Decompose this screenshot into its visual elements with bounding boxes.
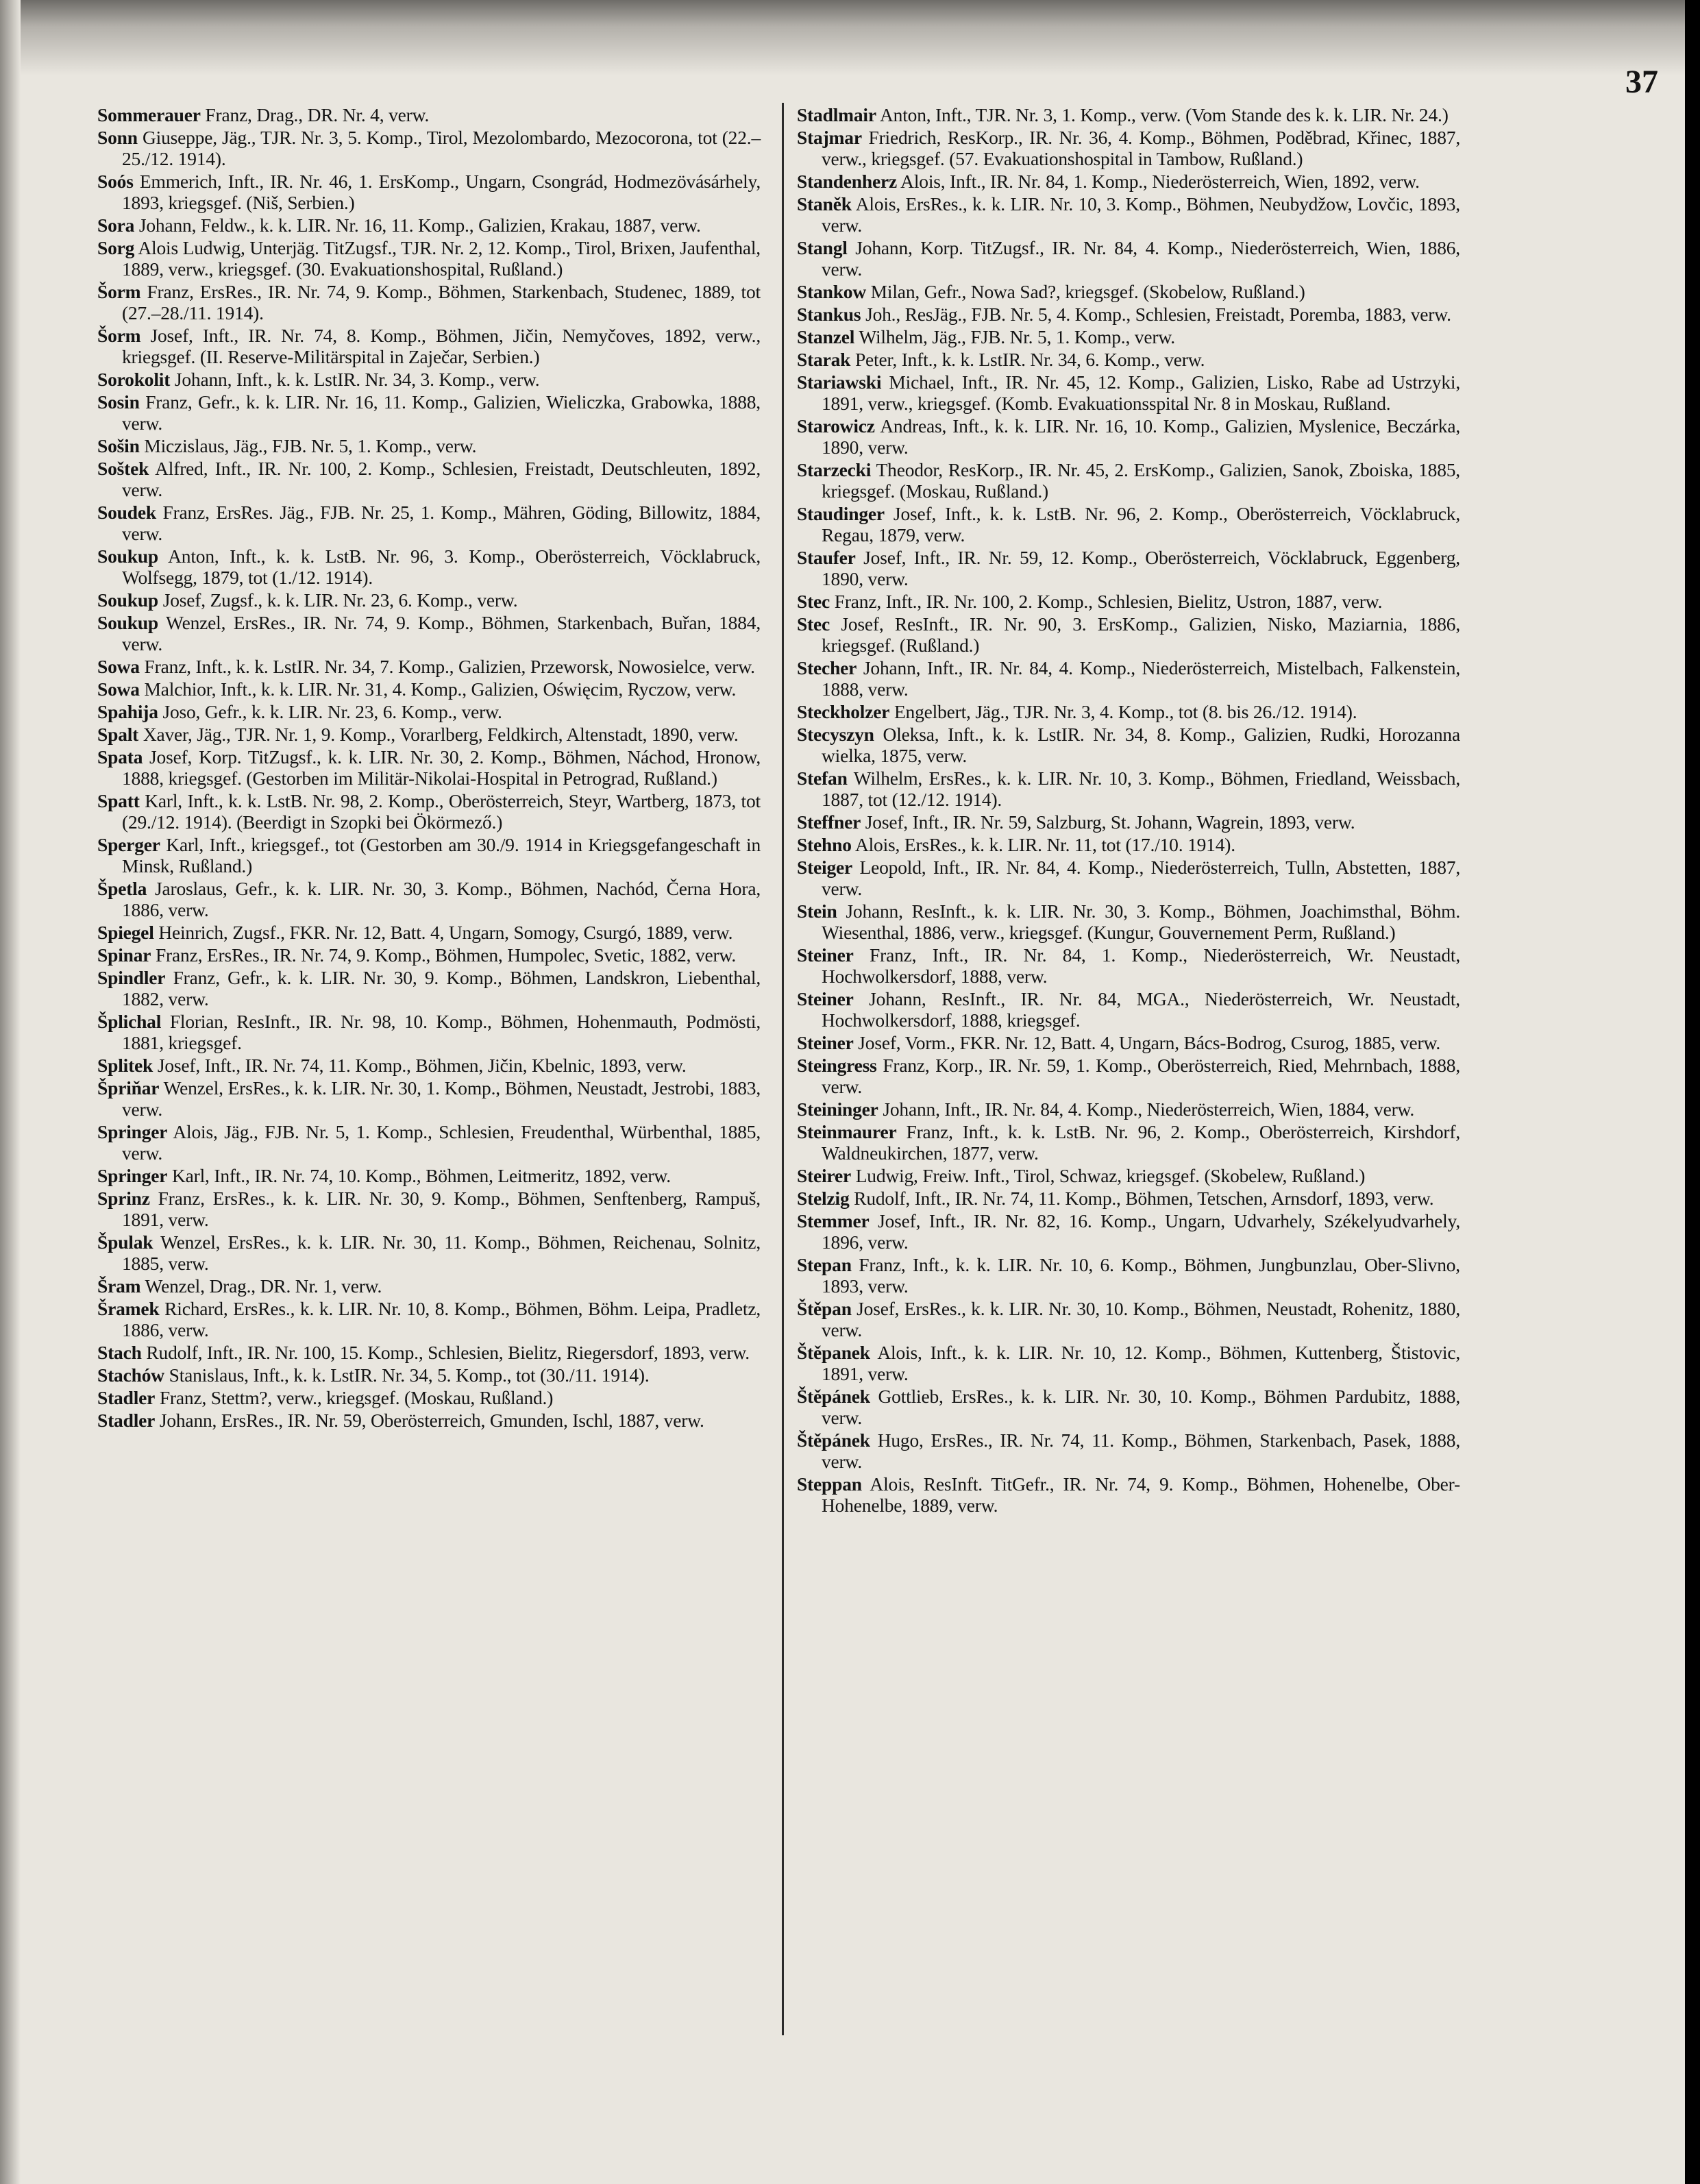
entry-details: Alois, ErsRes., k. k. LIR. Nr. 10, 3. Komp., Böhmen, Neubydžow, Lovčic, 1893, verw. bbox=[822, 193, 1460, 236]
entry-details: Wenzel, ErsRes., IR. Nr. 74, 9. Komp., Böhmen, Starkenbach, Buřan, 1884, verw. bbox=[122, 612, 761, 654]
entry-surname: Soukup bbox=[97, 589, 159, 611]
register-entry bbox=[797, 1210, 1460, 1253]
register-entry bbox=[97, 435, 761, 456]
register-entry bbox=[97, 834, 761, 876]
register-entry bbox=[797, 613, 1460, 656]
entry-details: Johann, Feldw., k. k. LIR. Nr. 16, 11. Komp., Galizien, Krakau, 1887, verw. bbox=[134, 214, 701, 236]
register-entry bbox=[97, 612, 761, 654]
entry-details: Johann, ErsRes., IR. Nr. 59, Oberösterreich, Gmunden, Ischl, 1887, verw. bbox=[155, 1410, 704, 1431]
entry-details: Anton, Inft., TJR. Nr. 3, 1. Komp., verw. (Vom Stande des k. k. LIR. Nr. 24.) bbox=[876, 104, 1449, 125]
register-entry bbox=[97, 237, 761, 280]
entry-details: Josef, Inft., IR. Nr. 82, 16. Komp., Ungarn, Udvarhely, Székelyudvarhely, 1896, verw. bbox=[822, 1210, 1460, 1253]
entry-surname: Staudinger bbox=[797, 503, 885, 524]
entry-details: Leopold, Inft., IR. Nr. 84, 4. Komp., Niederösterreich, Tulln, Abstetten, 1887, verw. bbox=[822, 857, 1460, 899]
entry-surname: Stach bbox=[97, 1342, 142, 1363]
register-entry bbox=[797, 349, 1460, 370]
entry-surname: Sprinz bbox=[97, 1188, 150, 1209]
register-entry bbox=[97, 1188, 761, 1230]
entry-details: Johann, Inft., IR. Nr. 84, 4. Komp., Niederösterreich, Wien, 1884, verw. bbox=[878, 1099, 1415, 1120]
register-entry bbox=[797, 1165, 1460, 1186]
entry-surname: Šplichal bbox=[97, 1011, 162, 1032]
entry-details: Wilhelm, ErsRes., k. k. LIR. Nr. 10, 3. Komp., Böhmen, Friedland, Weissbach, 1887, tot (12./12. 1914). bbox=[822, 768, 1460, 810]
register-entry bbox=[97, 171, 761, 213]
entry-surname: Springer bbox=[97, 1121, 168, 1142]
entry-details: Josef, Inft., k. k. LstB. Nr. 96, 2. Komp., Oberösterreich, Vöcklabruck, Regau, 1879, verw. bbox=[822, 503, 1460, 545]
register-entry bbox=[97, 746, 761, 789]
entry-details: Heinrich, Zugsf., FKR. Nr. 12, Batt. 4, Ungarn, Somogy, Csurgó, 1889, verw. bbox=[153, 922, 733, 943]
register-entry bbox=[97, 967, 761, 1009]
entry-details: Miczislaus, Jäg., FJB. Nr. 5, 1. Komp., verw. bbox=[139, 435, 477, 456]
entry-surname: Steinmaurer bbox=[797, 1121, 897, 1142]
entry-surname: Steiner bbox=[797, 988, 854, 1009]
entry-details: Franz, Drag., DR. Nr. 4, verw. bbox=[200, 104, 430, 125]
entry-details: Johann, ResInft., k. k. LIR. Nr. 30, 3. Komp., Böhmen, Joachimsthal, Böhm. Wiesenthal, 1886, verw., kriegsgef. (Kungur, Gouvernement Perm, Rußland.) bbox=[822, 900, 1460, 943]
entry-surname: Špriňar bbox=[97, 1077, 160, 1099]
register-entry bbox=[797, 326, 1460, 347]
entry-details: Oleksa, Inft., k. k. LstIR. Nr. 34, 8. Komp., Galizien, Rudki, Horozanna wielka, 1875, verw. bbox=[822, 724, 1460, 766]
entry-details: Josef, Korp. TitZugsf., k. k. LIR. Nr. 30, 2. Komp., Böhmen, Náchod, Hronow, 1888, kriegsgef. (Gestorben im Militär-Nikolai-Hospital in Petrograd, Rußland.) bbox=[122, 746, 761, 789]
register-entry bbox=[97, 944, 761, 966]
entry-details: Milan, Gefr., Nowa Sad?, kriegsgef. (Skobelow, Rußland.) bbox=[866, 281, 1305, 302]
page-number: 37 bbox=[1625, 64, 1658, 100]
register-entry bbox=[97, 878, 761, 920]
entry-surname: Spahija bbox=[97, 701, 158, 722]
register-entry bbox=[797, 834, 1460, 855]
entry-details: Franz, ErsRes., IR. Nr. 74, 9. Komp., Böhmen, Humpolec, Svetic, 1882, verw. bbox=[151, 944, 737, 966]
entry-surname: Steingress bbox=[797, 1055, 877, 1076]
register-entry bbox=[797, 944, 1460, 987]
entry-surname: Štěpánek bbox=[797, 1386, 870, 1407]
entry-details: Anton, Inft., k. k. LstB. Nr. 96, 3. Komp., Oberösterreich, Vöcklabruck, Wolfsegg, 1879, tot (1./12. 1914). bbox=[122, 545, 761, 588]
entry-details: Malchior, Inft., k. k. LIR. Nr. 31, 4. Komp., Galizien, Oświęcim, Ryczow, verw. bbox=[139, 678, 737, 700]
entry-details: Josef, Inft., IR. Nr. 59, 12. Komp., Oberösterreich, Vöcklabruck, Eggenberg, 1890, verw. bbox=[822, 547, 1460, 589]
entry-details: Franz, ErsRes., IR. Nr. 74, 9. Komp., Böhmen, Starkenbach, Studenec, 1889, tot (27.–28./11. 1914). bbox=[122, 281, 761, 323]
register-entry bbox=[97, 127, 761, 169]
entry-surname: Soštek bbox=[97, 458, 149, 479]
register-entry bbox=[97, 1011, 761, 1053]
entry-details: Johann, Inft., k. k. LstIR. Nr. 34, 3. Komp., verw. bbox=[170, 369, 540, 390]
entry-surname: Šramek bbox=[97, 1298, 160, 1319]
entry-details: Peter, Inft., k. k. LstIR. Nr. 34, 6. Komp., verw. bbox=[850, 349, 1205, 370]
register-entry bbox=[97, 1077, 761, 1120]
entry-details: Andreas, Inft., k. k. LIR. Nr. 16, 10. Komp., Galizien, Myslenice, Beczárka, 1890, verw. bbox=[822, 415, 1460, 458]
entry-details: Franz, Korp., IR. Nr. 59, 1. Komp., Oberösterreich, Ried, Mehrnbach, 1888, verw. bbox=[822, 1055, 1460, 1097]
entry-details: Engelbert, Jäg., TJR. Nr. 3, 4. Komp., tot (8. bis 26./12. 1914). bbox=[889, 701, 1357, 722]
entry-surname: Standenherz bbox=[797, 171, 898, 192]
register-entry bbox=[797, 857, 1460, 899]
register-entry bbox=[97, 1165, 761, 1186]
entry-surname: Sošin bbox=[97, 435, 140, 456]
entry-details: Franz, Inft., IR. Nr. 100, 2. Komp., Schlesien, Bielitz, Ustron, 1887, verw. bbox=[830, 591, 1383, 612]
column-divider bbox=[782, 103, 784, 2035]
register-entry bbox=[97, 1342, 761, 1363]
entry-details: Giuseppe, Jäg., TJR. Nr. 3, 5. Komp., Tirol, Mezolombardo, Mezocorona, tot (22.–25./12. 1914). bbox=[122, 127, 761, 169]
register-entry bbox=[97, 104, 761, 125]
entry-surname: Šram bbox=[97, 1275, 141, 1297]
entry-surname: Stankow bbox=[797, 281, 866, 302]
register-entry bbox=[97, 281, 761, 323]
entry-surname: Steppan bbox=[797, 1473, 862, 1495]
left-column bbox=[97, 104, 761, 1432]
register-entry bbox=[797, 988, 1460, 1031]
entry-details: Franz, Inft., k. k. LIR. Nr. 10, 6. Komp., Böhmen, Jungbunzlau, Ober-Slivno, 1893, verw. bbox=[822, 1254, 1460, 1297]
register-entry bbox=[797, 724, 1460, 766]
entry-surname: Šorm bbox=[97, 281, 141, 302]
entry-details: Josef, Vorm., FKR. Nr. 12, Batt. 4, Ungarn, Bács-Bodrog, Csurog, 1885, verw. bbox=[853, 1032, 1441, 1053]
register-entry bbox=[797, 701, 1460, 722]
register-entry bbox=[797, 459, 1460, 502]
entry-surname: Starzecki bbox=[797, 459, 872, 480]
entry-surname: Steckholzer bbox=[797, 701, 890, 722]
entry-details: Emmerich, Inft., IR. Nr. 46, 1. ErsKomp., Ungarn, Csongrád, Hodmezövásárhely, 1893, kriegsgef. (Niš, Serbien.) bbox=[122, 171, 761, 213]
entry-details: Josef, Inft., IR. Nr. 59, Salzburg, St. Johann, Wagrein, 1893, verw. bbox=[861, 811, 1355, 833]
register-entry bbox=[797, 1188, 1460, 1209]
entry-details: Alfred, Inft., IR. Nr. 100, 2. Komp., Schlesien, Freistadt, Deutschleuten, 1892, verw. bbox=[122, 458, 761, 500]
register-entry bbox=[797, 811, 1460, 833]
entry-details: Richard, ErsRes., k. k. LIR. Nr. 10, 8. Komp., Böhmen, Böhm. Leipa, Pradletz, 1886, verw. bbox=[122, 1298, 761, 1340]
register-entry bbox=[97, 1275, 761, 1297]
entry-details: Johann, ResInft., IR. Nr. 84, MGA., Niederösterreich, Wr. Neustadt, Hochwolkersdorf, 1888, kriegsgef. bbox=[822, 988, 1460, 1031]
entry-surname: Stadler bbox=[97, 1410, 156, 1431]
entry-surname: Starak bbox=[797, 349, 851, 370]
entry-surname: Staněk bbox=[797, 193, 852, 214]
register-entry bbox=[97, 1410, 761, 1431]
register-entry bbox=[797, 1473, 1460, 1516]
right-column bbox=[797, 104, 1460, 1517]
register-entry bbox=[97, 1298, 761, 1340]
register-entry bbox=[797, 1342, 1460, 1384]
register-entry bbox=[797, 1121, 1460, 1164]
entry-details: Johann, Korp. TitZugsf., IR. Nr. 84, 4. Komp., Niederösterreich, Wien, 1886, verw. bbox=[822, 237, 1460, 280]
entry-surname: Spindler bbox=[97, 967, 166, 988]
entry-surname: Stec bbox=[797, 613, 830, 635]
entry-surname: Soós bbox=[97, 171, 134, 192]
register-entry bbox=[797, 768, 1460, 810]
entry-surname: Stangl bbox=[797, 237, 848, 258]
entry-surname: Stein bbox=[797, 900, 837, 922]
register-entry bbox=[97, 502, 761, 544]
entry-surname: Sowa bbox=[97, 678, 140, 700]
entry-details: Gottlieb, ErsRes., k. k. LIR. Nr. 30, 10. Komp., Böhmen Pardubitz, 1888, verw. bbox=[822, 1386, 1460, 1428]
entry-details: Josef, ResInft., IR. Nr. 90, 3. ErsKomp., Galizien, Nisko, Maziarnia, 1886, kriegsgef. (Rußland.) bbox=[822, 613, 1460, 656]
entry-surname: Špulak bbox=[97, 1231, 153, 1253]
entry-surname: Steirer bbox=[797, 1165, 852, 1186]
register-entry bbox=[97, 391, 761, 434]
entry-details: Florian, ResInft., IR. Nr. 98, 10. Komp., Böhmen, Hohenmauth, Podmösti, 1881, kriegsgef. bbox=[122, 1011, 761, 1053]
entry-surname: Starowicz bbox=[797, 415, 875, 437]
entry-surname: Staufer bbox=[797, 547, 856, 568]
register-entry bbox=[797, 193, 1460, 236]
entry-surname: Stehno bbox=[797, 834, 852, 855]
entry-details: Alois Ludwig, Unterjäg. TitZugsf., TJR. Nr. 2, 12. Komp., Tirol, Brixen, Jaufenthal, 1889, verw., kriegsgef. (30. Evakuationshospital, Rußland.) bbox=[122, 237, 761, 280]
entry-surname: Špetla bbox=[97, 878, 147, 899]
entry-surname: Štěpanek bbox=[797, 1342, 870, 1363]
register-entry bbox=[797, 591, 1460, 612]
entry-details: Josef, Inft., IR. Nr. 74, 8. Komp., Böhmen, Jičin, Nemyčoves, 1892, verw., kriegsgef. (II. Reserve-Militärspital in Zaječar, Serbien.) bbox=[122, 325, 761, 367]
entry-details: Michael, Inft., IR. Nr. 45, 12. Komp., Galizien, Lisko, Rabe ad Ustrzyki, 1891, verw., kriegsgef. (Komb. Evakuationsspital Nr. 8 in Moskau, Rußland. bbox=[822, 371, 1460, 414]
entry-details: Johann, Inft., IR. Nr. 84, 4. Komp., Niederösterreich, Mistelbach, Falkenstein, 1888, verw. bbox=[822, 657, 1460, 700]
register-entry bbox=[97, 656, 761, 677]
entry-details: Franz, Gefr., k. k. LIR. Nr. 16, 11. Komp., Galizien, Wieliczka, Grabowka, 1888, verw. bbox=[122, 391, 761, 434]
entry-surname: Stadler bbox=[97, 1387, 156, 1408]
entry-surname: Stepan bbox=[797, 1254, 852, 1275]
register-entry bbox=[797, 1298, 1460, 1340]
register-entry bbox=[797, 1386, 1460, 1428]
entry-details: Jaroslaus, Gefr., k. k. LIR. Nr. 30, 3. Komp., Böhmen, Nachód, Černa Hora, 1886, verw. bbox=[122, 878, 761, 920]
entry-details: Alois, ResInft. TitGefr., IR. Nr. 74, 9. Komp., Böhmen, Hohenelbe, Ober-Hohenelbe, 1889, verw. bbox=[822, 1473, 1460, 1516]
entry-surname: Sorg bbox=[97, 237, 135, 258]
entry-surname: Stecher bbox=[797, 657, 857, 678]
register-entry bbox=[797, 900, 1460, 943]
register-entry bbox=[97, 1231, 761, 1274]
entry-surname: Štěpánek bbox=[797, 1430, 870, 1451]
entry-details: Friedrich, ResKorp., IR. Nr. 36, 4. Komp., Böhmen, Poděbrad, Křinec, 1887, verw., kriegsgef. (57. Evakuationshospital in Tambow, Rußland.) bbox=[822, 127, 1460, 169]
entry-surname: Šorm bbox=[97, 325, 141, 346]
register-entry bbox=[97, 1121, 761, 1164]
entry-details: Franz, Inft., k. k. LstB. Nr. 96, 2. Komp., Oberösterreich, Kirshdorf, Waldneukirchen, 1877, verw. bbox=[822, 1121, 1460, 1164]
entry-surname: Stanzel bbox=[797, 326, 855, 347]
entry-details: Ludwig, Freiw. Inft., Tirol, Schwaz, kriegsgef. (Skobelew, Rußland.) bbox=[851, 1165, 1366, 1186]
entry-details: Joso, Gefr., k. k. LIR. Nr. 23, 6. Komp., verw. bbox=[158, 701, 502, 722]
entry-surname: Splitek bbox=[97, 1055, 153, 1076]
entry-details: Franz, Stettm?, verw., kriegsgef. (Moskau, Rußland.) bbox=[155, 1387, 554, 1408]
entry-surname: Sommerauer bbox=[97, 104, 201, 125]
entry-surname: Stemmer bbox=[797, 1210, 870, 1231]
register-entry bbox=[797, 1099, 1460, 1120]
entry-surname: Soudek bbox=[97, 502, 156, 523]
register-entry bbox=[797, 371, 1460, 414]
register-entry bbox=[97, 1364, 761, 1386]
register-entry bbox=[797, 1032, 1460, 1053]
entry-surname: Stec bbox=[797, 591, 830, 612]
entry-details: Stanislaus, Inft., k. k. LstIR. Nr. 34, 5. Komp., tot (30./11. 1914). bbox=[164, 1364, 650, 1386]
entry-details: Josef, ErsRes., k. k. LIR. Nr. 30, 10. Komp., Böhmen, Neustadt, Rohenitz, 1880, verw. bbox=[822, 1298, 1460, 1340]
entry-surname: Sora bbox=[97, 214, 135, 236]
entry-details: Karl, Inft., IR. Nr. 74, 10. Komp., Böhmen, Leitmeritz, 1892, verw. bbox=[167, 1165, 671, 1186]
entry-details: Theodor, ResKorp., IR. Nr. 45, 2. ErsKomp., Galizien, Sanok, Zboiska, 1885, kriegsgef. (Moskau, Rußland.) bbox=[822, 459, 1460, 502]
entry-surname: Stankus bbox=[797, 304, 861, 325]
entry-details: Alois, Inft., IR. Nr. 84, 1. Komp., Niederösterreich, Wien, 1892, verw. bbox=[897, 171, 1420, 192]
entry-surname: Sorokolit bbox=[97, 369, 171, 390]
entry-surname: Stecyszyn bbox=[797, 724, 874, 745]
entry-surname: Stelzig bbox=[797, 1188, 850, 1209]
entry-surname: Soukup bbox=[97, 612, 159, 633]
register-entry bbox=[97, 922, 761, 943]
entry-surname: Spinar bbox=[97, 944, 151, 966]
register-entry bbox=[797, 127, 1460, 169]
register-entry bbox=[97, 1387, 761, 1408]
register-entry bbox=[97, 589, 761, 611]
entry-surname: Sperger bbox=[97, 834, 160, 855]
entry-details: Franz, ErsRes. Jäg., FJB. Nr. 25, 1. Komp., Mähren, Göding, Billowitz, 1884, verw. bbox=[122, 502, 761, 544]
entry-surname: Stefan bbox=[797, 768, 848, 789]
register-entry bbox=[97, 701, 761, 722]
register-entry bbox=[97, 678, 761, 700]
register-entry bbox=[97, 214, 761, 236]
entry-surname: Spata bbox=[97, 746, 143, 768]
register-entry bbox=[97, 724, 761, 745]
entry-surname: Stajmar bbox=[797, 127, 862, 148]
register-entry bbox=[97, 1055, 761, 1076]
register-entry bbox=[797, 281, 1460, 302]
entry-details: Wenzel, ErsRes., k. k. LIR. Nr. 30, 1. Komp., Böhmen, Neustadt, Jestrobi, 1883, verw. bbox=[122, 1077, 761, 1120]
entry-details: Wenzel, ErsRes., k. k. LIR. Nr. 30, 11. Komp., Böhmen, Reichenau, Solnitz, 1885, verw. bbox=[122, 1231, 761, 1274]
entry-details: Franz, Inft., IR. Nr. 84, 1. Komp., Niederösterreich, Wr. Neustadt, Hochwolkersdorf, 1888, verw. bbox=[822, 944, 1460, 987]
scan-top-shadow bbox=[0, 0, 1700, 75]
register-entry bbox=[797, 1055, 1460, 1097]
entry-surname: Spatt bbox=[97, 790, 140, 811]
entry-surname: Stadlmair bbox=[797, 104, 876, 125]
entry-surname: Stariawski bbox=[797, 371, 882, 393]
register-entry bbox=[797, 237, 1460, 280]
entry-surname: Spalt bbox=[97, 724, 139, 745]
entry-surname: Sowa bbox=[97, 656, 140, 677]
entry-details: Alois, Jäg., FJB. Nr. 5, 1. Komp., Schlesien, Freudenthal, Würbenthal, 1885, verw. bbox=[122, 1121, 761, 1164]
entry-surname: Štěpan bbox=[797, 1298, 852, 1319]
entry-surname: Spiegel bbox=[97, 922, 154, 943]
entry-details: Xaver, Jäg., TJR. Nr. 1, 9. Komp., Vorarlberg, Feldkirch, Altenstadt, 1890, verw. bbox=[138, 724, 739, 745]
entry-surname: Steiner bbox=[797, 944, 854, 966]
scan-right-edge bbox=[1685, 0, 1700, 2184]
entry-surname: Steiger bbox=[797, 857, 853, 878]
entry-details: Franz, Gefr., k. k. LIR. Nr. 30, 9. Komp., Böhmen, Landskron, Liebenthal, 1882, verw. bbox=[122, 967, 761, 1009]
entry-surname: Steffner bbox=[797, 811, 861, 833]
register-entry bbox=[797, 503, 1460, 545]
register-entry bbox=[97, 369, 761, 390]
entry-surname: Springer bbox=[97, 1165, 168, 1186]
entry-surname: Sosin bbox=[97, 391, 140, 413]
entry-details: Rudolf, Inft., IR. Nr. 100, 15. Komp., Schlesien, Bielitz, Riegersdorf, 1893, verw. bbox=[141, 1342, 750, 1363]
entry-details: Wenzel, Drag., DR. Nr. 1, verw. bbox=[140, 1275, 382, 1297]
register-entry bbox=[797, 104, 1460, 125]
entry-surname: Soukup bbox=[97, 545, 159, 567]
register-entry bbox=[797, 415, 1460, 458]
register-entry bbox=[97, 545, 761, 588]
entry-details: Rudolf, Inft., IR. Nr. 74, 11. Komp., Böhmen, Tetschen, Arnsdorf, 1893, verw. bbox=[849, 1188, 1434, 1209]
entry-surname: Steiner bbox=[797, 1032, 854, 1053]
register-entry bbox=[797, 304, 1460, 325]
scan-left-shadow bbox=[0, 0, 21, 2184]
entry-surname: Stachów bbox=[97, 1364, 164, 1386]
entry-surname: Steininger bbox=[797, 1099, 878, 1120]
register-entry bbox=[797, 1430, 1460, 1472]
entry-details: Karl, Inft., k. k. LstB. Nr. 98, 2. Komp., Oberösterreich, Steyr, Wartberg, 1873, tot (29./12. 1914). (Beerdigt in Szopki bei Ökörmező.) bbox=[122, 790, 761, 833]
entry-details: Josef, Zugsf., k. k. LIR. Nr. 23, 6. Komp., verw. bbox=[158, 589, 518, 611]
entry-details: Joh., ResJäg., FJB. Nr. 5, 4. Komp., Schlesien, Freistadt, Poremba, 1883, verw. bbox=[861, 304, 1451, 325]
register-entry bbox=[97, 325, 761, 367]
register-entry bbox=[797, 171, 1460, 192]
register-entry bbox=[97, 458, 761, 500]
entry-details: Hugo, ErsRes., IR. Nr. 74, 11. Komp., Böhmen, Starkenbach, Pasek, 1888, verw. bbox=[822, 1430, 1460, 1472]
register-entry bbox=[797, 1254, 1460, 1297]
entry-details: Alois, Inft., k. k. LIR. Nr. 10, 12. Komp., Böhmen, Kuttenberg, Štistovic, 1891, verw. bbox=[822, 1342, 1460, 1384]
register-entry bbox=[797, 547, 1460, 589]
entry-details: Franz, ErsRes., k. k. LIR. Nr. 30, 9. Komp., Böhmen, Senftenberg, Rampuš, 1891, verw. bbox=[122, 1188, 761, 1230]
entry-details: Karl, Inft., kriegsgef., tot (Gestorben am 30./9. 1914 in Kriegsgefangeschaft in Minsk, Rußland.) bbox=[122, 834, 761, 876]
entry-surname: Sonn bbox=[97, 127, 138, 148]
entry-details: Alois, ErsRes., k. k. LIR. Nr. 11, tot (17./10. 1914). bbox=[851, 834, 1235, 855]
register-entry bbox=[797, 657, 1460, 700]
entry-details: Wilhelm, Jäg., FJB. Nr. 5, 1. Komp., verw. bbox=[854, 326, 1175, 347]
register-entry bbox=[97, 790, 761, 833]
entry-details: Franz, Inft., k. k. LstIR. Nr. 34, 7. Komp., Galizien, Przeworsk, Nowosielce, verw. bbox=[139, 656, 755, 677]
entry-details: Josef, Inft., IR. Nr. 74, 11. Komp., Böhmen, Jičin, Kbelnic, 1893, verw. bbox=[153, 1055, 687, 1076]
